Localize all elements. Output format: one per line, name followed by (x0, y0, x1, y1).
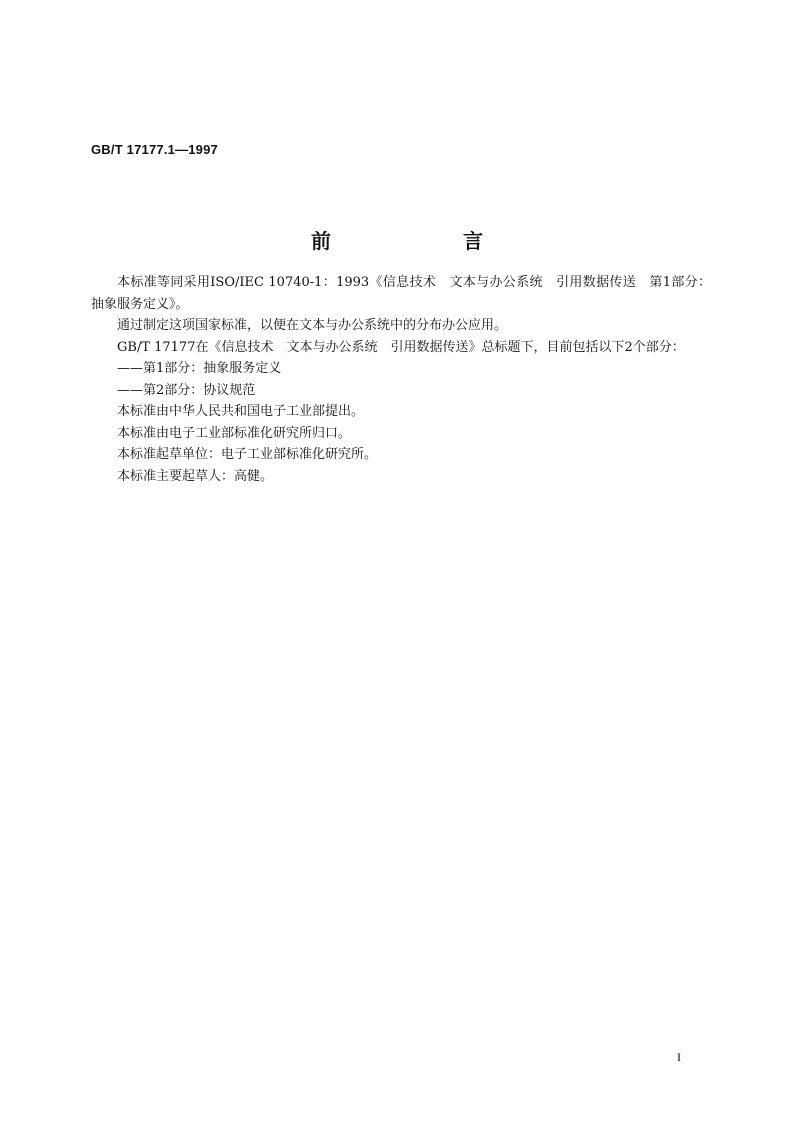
paragraph-administrator: 本标准由电子工业部标准化研究所归口。 (117, 425, 352, 441)
page-title: 前 言 (311, 229, 539, 253)
paragraph-adoption: 本标准等同采用ISO/IEC 10740-1：1993《信息技术 文本与办公系统 引用数据传送 第1部分：抽象服务定义》。 (91, 275, 711, 312)
foreword-body (91, 272, 711, 487)
list-item-part-1: ——第1部分：抽象服务定义 (117, 361, 282, 376)
page-number: I (677, 1050, 681, 1064)
paragraph-drafting-unit: 本标准起草单位：电子工业部标准化研究所。 (117, 447, 378, 462)
paragraph-proposer: 本标准由中华人民共和国电子工业部提出。 (117, 404, 365, 419)
paragraph-drafter: 本标准主要起草人：高健。 (117, 468, 274, 484)
list-item-part-2: ——第2部分：协议规范 (117, 382, 256, 398)
paragraph-purpose: 通过制定这项国家标准，以便在文本与办公系统中的分布办公应用。 (117, 318, 508, 333)
standard-number: GB/T 17177.1—1997 (91, 142, 218, 157)
paragraph-parts-intro: GB/T 17177在《信息技术 文本与办公系统 引用数据传送》总标题下，目前包括以下2个部分： (117, 339, 685, 355)
